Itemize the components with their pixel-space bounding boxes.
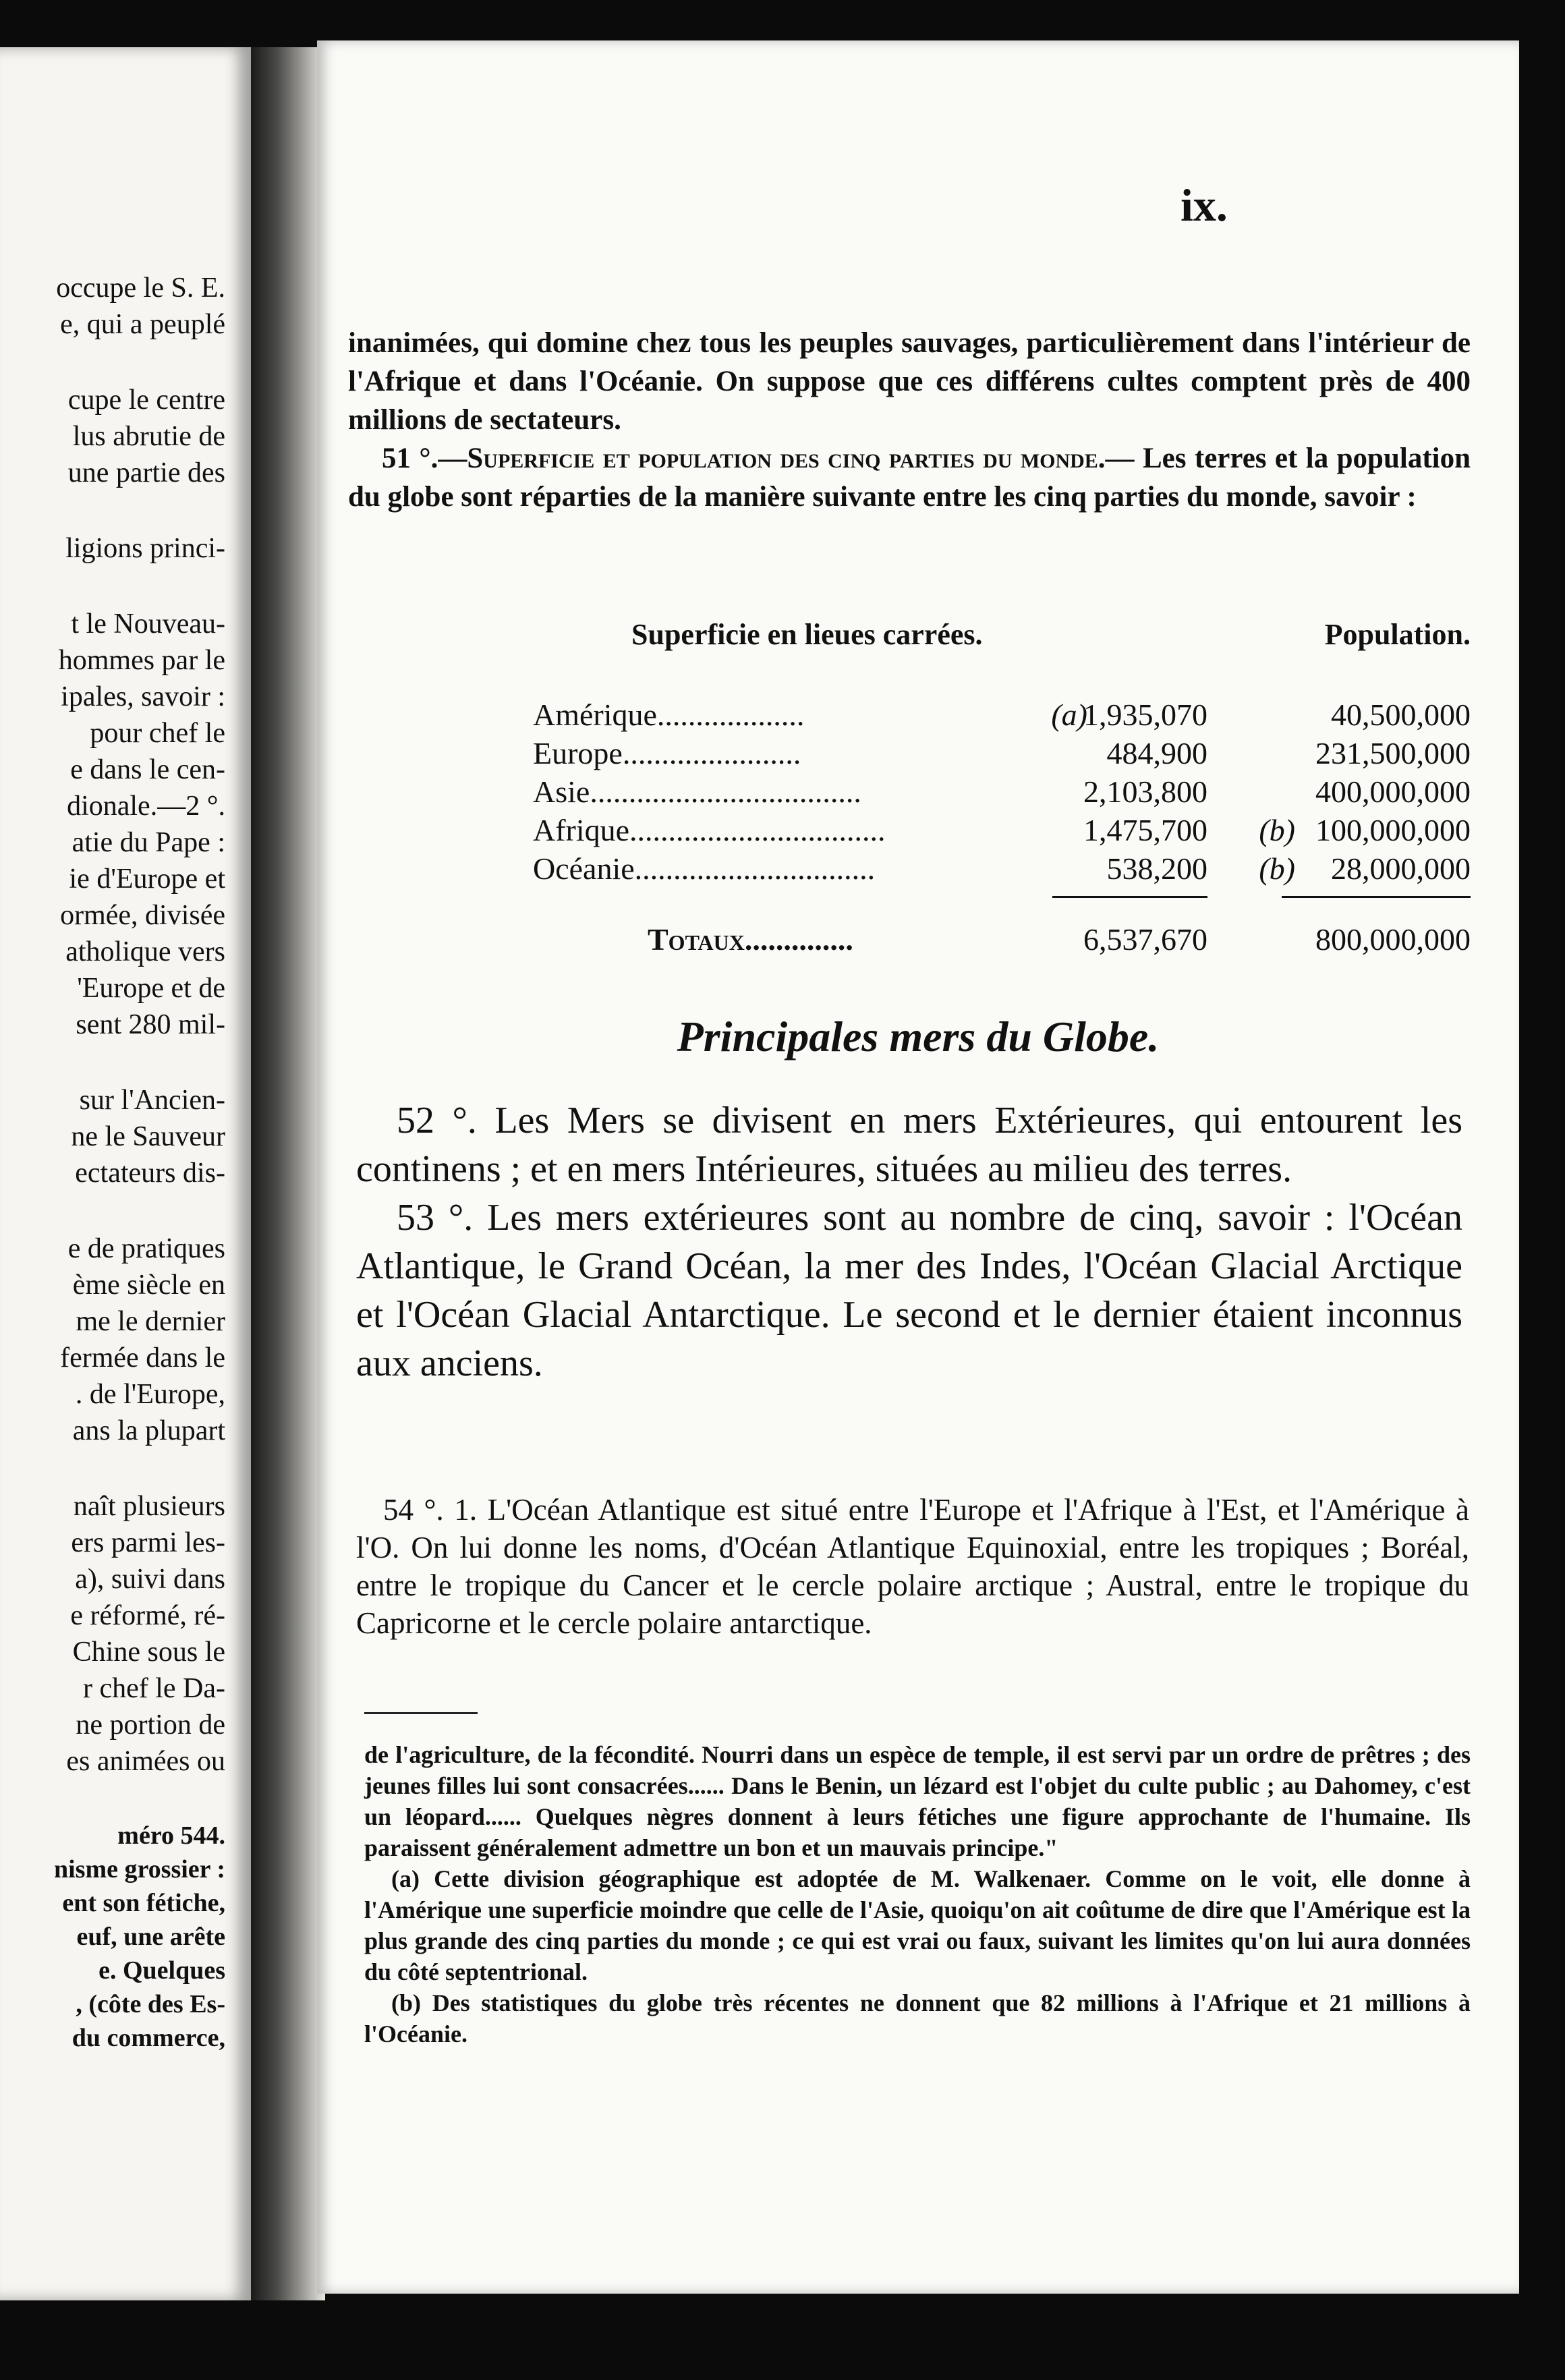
footnote-a: (a) Cette division géographique est adoptée de M. Walkenaer. Comme on le voit, elle donne à l'Amérique une superficie moindre que celle de l'Asie, quoiqu'on ait coûtume de dire que l'Amérique est la plus grande des cinq parties du monde ; ce qui est vrai ou faux, suivant les limites qu'on lui aura données du côté septentrional. (364, 1865, 1471, 1985)
left-page-line: a), suivi dans (75, 1564, 225, 1595)
left-page-line: naît plusieurs (73, 1491, 225, 1522)
area-value: 484,900 (1106, 736, 1207, 770)
totals-population: 800,000,000 (1315, 922, 1471, 957)
totals-label: Totaux.............. (648, 922, 853, 957)
left-page-line: du commerce, (72, 2024, 225, 2052)
left-page-line (0, 567, 225, 606)
area-value: 1,475,700 (1083, 813, 1207, 847)
continent-name: Afrique................................. (533, 813, 886, 847)
left-page-line: e. Quelques (98, 1956, 225, 1985)
left-page-line: ipales, savoir : (61, 681, 225, 712)
population-value: 40,500,000 (1331, 698, 1471, 732)
left-page-line (0, 491, 225, 530)
left-page-line: dionale.—2 °. (67, 791, 225, 822)
footnote-continuation: de l'agriculture, de la fécondité. Nourri dans un espèce de temple, il est servi par un ordre de prêtres ; des jeunes filles lui sont consacrées...... Dans le Benin, un lézard est l'objet du culte public ; au Dahomey, c'est un léopard...... Quelques nègres donnent à leurs fétiches une figure approchante de l'humaine. Ils paraissent généralement admettre un bon et un mauvais principe." (364, 1741, 1471, 1861)
area-value: 1,935,070 (1083, 698, 1207, 732)
left-page-line: ie d'Europe et (69, 863, 225, 895)
page-number: ix. (1180, 179, 1228, 231)
totals-area: 6,537,670 (1083, 922, 1207, 957)
area-value: 2,103,800 (1083, 774, 1207, 809)
population-table (533, 617, 1471, 960)
left-page-line: ne le Sauveur (71, 1121, 225, 1152)
left-page-line: . de l'Europe, (75, 1379, 225, 1410)
left-page-line: nisme grossier : (53, 1855, 225, 1883)
area-value: 538,200 (1106, 851, 1207, 886)
right-page (317, 40, 1519, 2294)
continent-name: Asie................................... (533, 774, 861, 809)
table-rows (533, 697, 1471, 889)
table-header (533, 617, 1471, 664)
left-page-line (0, 1780, 225, 1819)
paragraph-51-number: 51 °.— (382, 443, 467, 474)
left-page-line (0, 1043, 225, 1082)
left-page-line: 'Europe et de (77, 973, 225, 1004)
intro-paragraph: inanimées, qui domine chez tous les peuples sauvages, particulièrement dans l'intérieur de l'Afrique et dans l'Océanie. On suppose que ces différens cultes comptent près de 400 millions de sectateurs. (348, 327, 1471, 436)
table-row (533, 735, 1471, 774)
left-page-line: ans la plupart (72, 1415, 225, 1446)
paragraph-51-text: Les terres et la population du globe sont réparties de la manière suivante entre les cinq parties du monde, savoir : (348, 443, 1471, 513)
left-page-line: e, qui a peuplé (60, 309, 225, 340)
left-facing-page (0, 47, 251, 2300)
left-page-line: ers parmi les- (71, 1527, 225, 1558)
area-annotation: (a) (1051, 698, 1087, 732)
left-page-line: sent 280 mil- (76, 1009, 225, 1040)
left-page-line: r chef le Da- (82, 1673, 225, 1704)
table-row (533, 774, 1471, 812)
left-page-line: , (côte des Es- (76, 1990, 225, 2018)
left-page-line: cupe le centre (67, 385, 225, 416)
left-page-line: méro 544. (117, 1821, 225, 1850)
left-page-line: atholique vers (65, 936, 225, 967)
population-annotation: (b) (1259, 813, 1295, 847)
population-value: 231,500,000 (1315, 736, 1471, 770)
left-page-line (0, 343, 225, 382)
left-page-line: ne portion de (76, 1709, 225, 1740)
population-annotation: (b) (1259, 851, 1295, 886)
header-area: Superficie en lieues carrées. (631, 618, 983, 651)
left-page-line: lus abrutie de (72, 421, 225, 452)
left-page-line: ormée, divisée (60, 900, 225, 931)
body-text (356, 1096, 1462, 1388)
population-value: 28,000,000 (1331, 851, 1471, 886)
left-page-line: me le dernier (76, 1306, 225, 1337)
left-page-line: ectateurs dis- (75, 1158, 225, 1189)
totals-row (533, 922, 1471, 960)
left-page-line: une partie des (67, 457, 225, 488)
left-page-line: e dans le cen- (70, 754, 225, 785)
left-page-line: sur l'Ancien- (79, 1085, 225, 1116)
left-page-line: es animées ou (66, 1746, 225, 1777)
intro-text (348, 324, 1471, 516)
left-page-line (0, 1191, 225, 1230)
left-page-line: ent son fétiche, (62, 1889, 225, 1917)
paragraph-54: 54 °. 1. L'Océan Atlantique est situé entre l'Europe et l'Afrique à l'Est, et l'Amérique à l'O. On lui donne les noms, d'Océan Atlantique Equinoxial, entre les tropiques ; Boréal, entre le tropique du Cancer et le cercle polaire arctique ; Austral, entre le tropique du Capricorne et le cercle polaire antarctique. (356, 1493, 1469, 1640)
paragraph-51 (348, 439, 1471, 516)
left-page-line: fermée dans le (60, 1342, 225, 1373)
population-value: 100,000,000 (1315, 813, 1471, 847)
left-page-line: atie du Pape : (72, 827, 225, 858)
left-page-line: ligions princi- (65, 533, 225, 564)
footnote-rule (364, 1712, 478, 1714)
book-gutter (251, 47, 325, 2300)
header-population: Population. (1324, 618, 1471, 651)
continent-name: Europe....................... (533, 736, 801, 770)
left-page-line: pour chef le (90, 718, 225, 749)
totals-rules (533, 889, 1471, 903)
left-page-text (0, 270, 225, 2055)
continent-name: Amérique................... (533, 698, 805, 732)
paragraph-51-heading: Superficie et population des cinq parties du monde.— (467, 443, 1135, 474)
table-row (533, 851, 1471, 889)
population-value: 400,000,000 (1315, 774, 1471, 809)
table-row (533, 812, 1471, 851)
section-title: Principales mers du Globe. (677, 1013, 1160, 1060)
continent-name: Océanie............................... (533, 851, 876, 886)
left-page-line: euf, une arête (76, 1923, 225, 1951)
left-page-line: Chine sous le (72, 1637, 225, 1668)
footnote-b: (b) Des statistiques du globe très récentes ne donnent que 82 millions à l'Afrique et 21 millions à l'Océanie. (364, 1989, 1471, 2047)
left-page-line: occupe le S. E. (56, 273, 225, 304)
footnotes (364, 1739, 1471, 2049)
left-page-line: e de pratiques (67, 1233, 225, 1264)
left-page-line: hommes par le (58, 645, 225, 676)
paragraph-54-block (356, 1491, 1469, 1642)
area-rule (1052, 896, 1207, 898)
paragraph-53: 53 °. Les mers extérieures sont au nombre de cinq, savoir : l'Océan Atlantique, le Grand Océan, la mer des Indes, l'Océan Glacial Arctique et l'Océan Glacial Antarctique. Le second et le dernier étaient inconnus aux anciens. (356, 1197, 1462, 1384)
paragraph-52: 52 °. Les Mers se divisent en mers Extérieures, qui entourent les continens ; et en mers Intérieures, situées au milieu des terres. (356, 1100, 1462, 1190)
left-page-line: t le Nouveau- (71, 608, 225, 640)
left-page-line: ème siècle en (72, 1270, 225, 1301)
left-page-line: e réformé, ré- (70, 1600, 225, 1631)
population-rule (1282, 896, 1471, 898)
left-page-line (0, 1449, 225, 1488)
table-row (533, 697, 1471, 735)
